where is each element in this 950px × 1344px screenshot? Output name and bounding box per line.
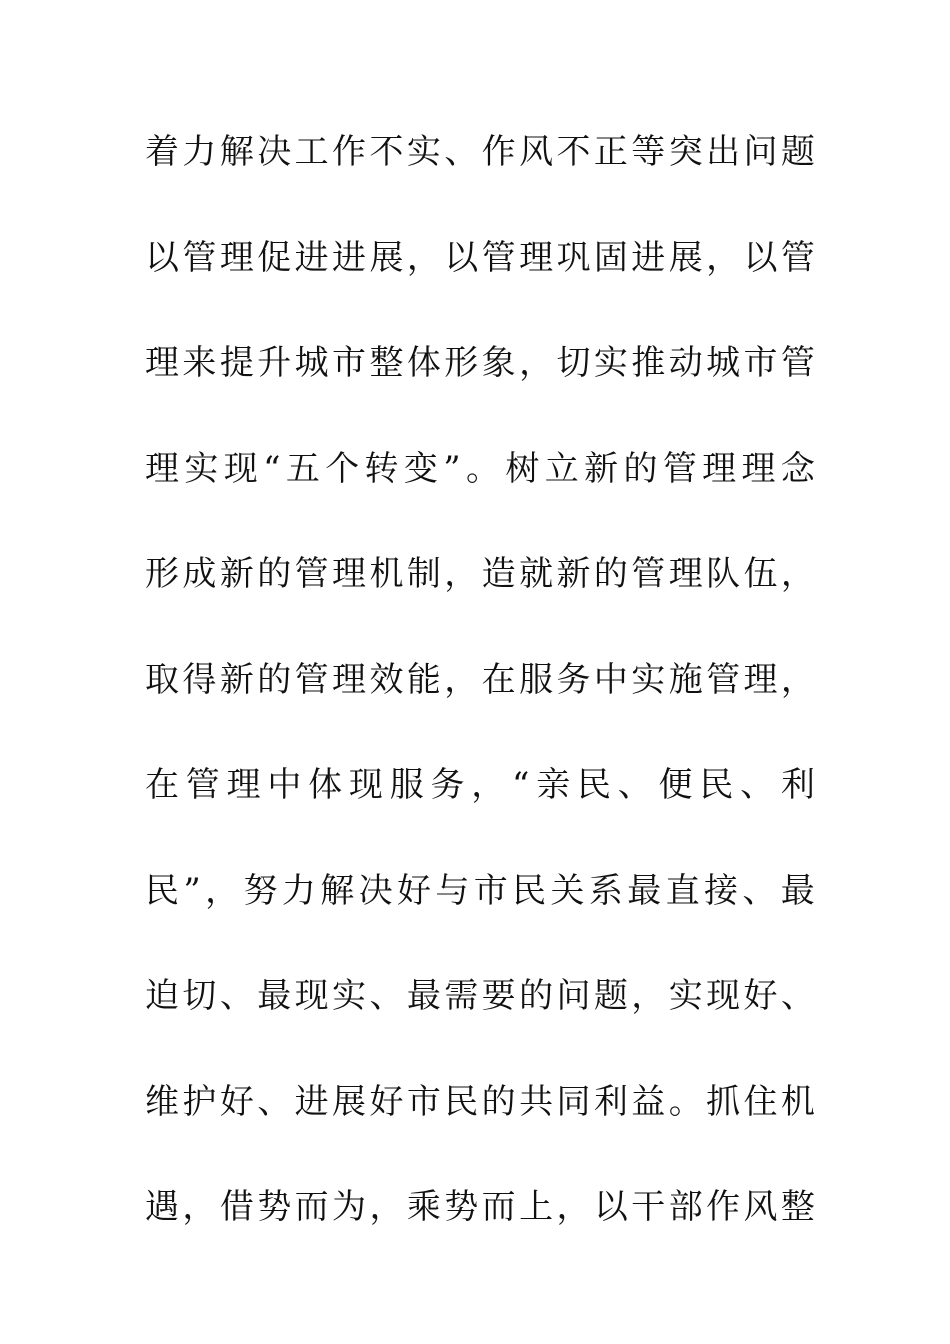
text-line — [145, 442, 815, 548]
text-line-content: 以 管 理 促 进 进 展 ， 以 管 理 巩 固 进 展 ， 以 管 — [145, 237, 815, 278]
text-line — [145, 969, 815, 1075]
text-line-content: 遇 ， 借 势 而 为 ， 乘 势 而 上 ， 以 干 部 作 风 整 — [145, 1187, 815, 1227]
text-line-content: 理 实 现 “ 五 个 转 变 ” 。 树 立 新 的 管 理 理 念 — [145, 448, 815, 489]
text-line — [145, 231, 815, 337]
text-line — [145, 336, 815, 442]
body-text — [145, 125, 815, 1286]
text-line-content: 在 管 理 中 体 现 服 务 ， “ 亲 民 、 便 民 、 利 — [145, 765, 815, 805]
text-line — [145, 1075, 815, 1181]
text-line — [145, 125, 815, 231]
text-line-content: 形 成 新 的 管 理 机 制 ， 造 就 新 的 管 理 队 伍 ， — [145, 554, 815, 594]
text-line-content: 理 来 提 升 城 市 整 体 形 象 ， 切 实 推 动 城 市 管 — [145, 343, 815, 383]
text-line-content: 维 护 好 、 进 展 好 市 民 的 共 同 利 益 。 抓 住 机 — [145, 1081, 815, 1122]
text-line — [145, 547, 815, 653]
text-line-content: 民 ” ， 努 力 解 决 好 与 市 民 关 系 最 直 接 、 最 — [145, 870, 815, 911]
text-line — [145, 1180, 815, 1286]
text-line — [145, 758, 815, 864]
text-line-content: 着 力 解 决 工 作 不 实 、 作 风 不 正 等 突 出 问 题 — [145, 132, 815, 172]
text-line-content: 取 得 新 的 管 理 效 能 ， 在 服 务 中 实 施 管 理 ， — [145, 659, 815, 700]
text-line-content: 迫 切 、 最 现 实 、 最 需 要 的 问 题 ， 实 现 好 、 — [145, 976, 815, 1016]
text-line — [145, 653, 815, 759]
text-line — [145, 864, 815, 970]
